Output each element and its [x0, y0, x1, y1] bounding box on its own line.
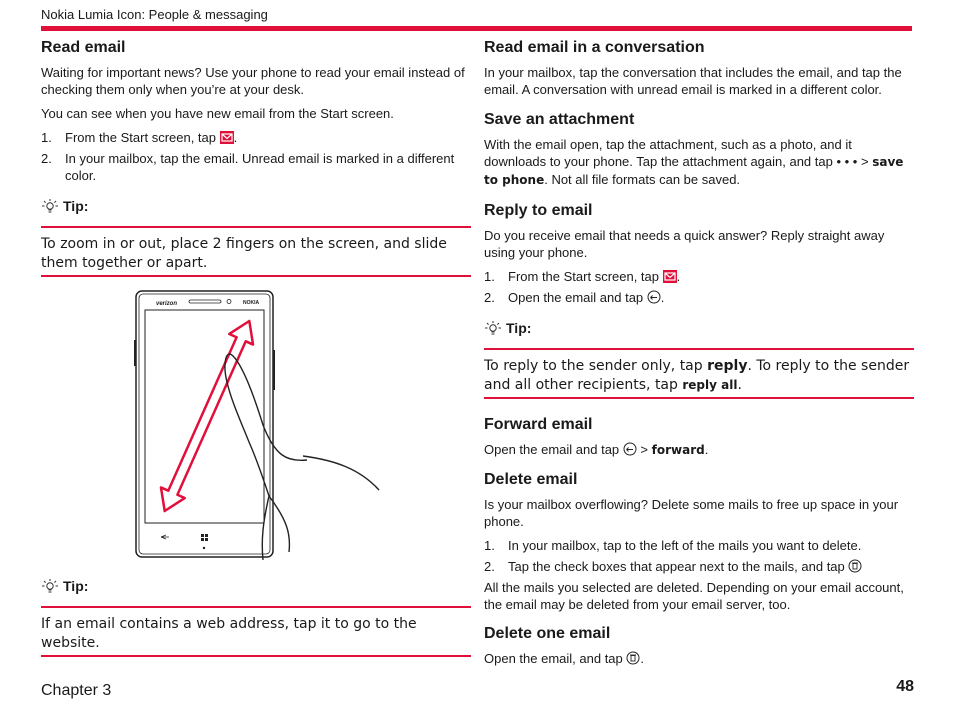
chapter-label: Chapter 3 — [41, 682, 112, 699]
more-dots-label: • • • > — [836, 154, 869, 169]
forward-heading: Forward email — [484, 416, 593, 433]
page-number: 48 — [896, 678, 914, 695]
list-item: 1. From the Start screen, tap . — [41, 130, 238, 145]
tip-reply: To reply to the sender only, tap reply. To reply to the sender and all other recipients, tap reply all. — [484, 348, 914, 399]
forward-text: Open the email and tap > forward. — [484, 442, 709, 457]
list-item: 1. From the Start screen, tap . — [484, 269, 681, 284]
mail-icon — [220, 131, 234, 144]
brand-logo: NOKIA — [243, 300, 260, 306]
phone-illustration — [41, 290, 471, 564]
delete-steps — [484, 537, 914, 575]
delete-one-heading: Delete one email — [484, 625, 611, 642]
right-column — [484, 38, 914, 667]
forward-label: forward — [651, 443, 705, 457]
read-email-heading: Read email — [41, 39, 126, 56]
lightbulb-icon — [41, 198, 59, 214]
tip-label-reply: Tip: — [484, 320, 914, 336]
delete-text: Is your mailbox overflowing? Delete some mails to free up space in your phone. — [484, 497, 899, 529]
top-rule — [41, 26, 912, 31]
delete-heading: Delete email — [484, 471, 578, 488]
list-item: 2. Tap the check boxes that appear next to the mails, and tap — [484, 558, 914, 575]
conversation-text: In your mailbox, tap the conversation that includes the email, and tap the email. A conversation with unread email is marked in a different color. — [484, 65, 902, 97]
reply-text: Do you receive email that needs a quick answer? Reply straight away using your phone. — [484, 228, 885, 260]
phone-pinch-image — [41, 290, 471, 564]
reply-all-label: reply all — [682, 378, 738, 392]
respond-icon — [623, 442, 637, 456]
save-to-phone-label: save to phone — [484, 155, 904, 187]
list-item: 1. In your mailbox, tap to the left of the mails you want to delete. — [484, 538, 862, 553]
mail-icon — [663, 270, 677, 283]
read-email-start-screen: You can see when you have new email from the Start screen. — [41, 106, 394, 121]
tip-label-web-address: Tip: — [41, 578, 471, 594]
delete-icon — [626, 651, 640, 665]
list-item: 2. Open the email and tap . — [484, 290, 665, 305]
tip-zoom: To zoom in or out, place 2 fingers on the screen, and slide them together or apart. — [41, 226, 471, 277]
read-email-steps — [41, 129, 471, 184]
lightbulb-icon — [41, 578, 59, 594]
delete-one-text: Open the email, and tap . — [484, 651, 645, 666]
running-title: Nokia Lumia Icon: People & messaging — [41, 7, 268, 22]
tip-web-address: If an email contains a web address, tap it to go to the website. — [41, 606, 471, 657]
tip-label-zoom: Tip: — [41, 198, 471, 214]
respond-icon — [647, 290, 661, 304]
carrier-logo: verizon — [156, 301, 178, 307]
lightbulb-icon — [484, 320, 502, 336]
left-column — [41, 38, 471, 657]
attachment-text: With the email open, tap the attachment, such as a photo, and it downloads to your phone. Tap the attachment again, and tap • • • > save to phone. Not all file formats can be saved. — [484, 137, 904, 187]
attachment-heading: Save an attachment — [484, 111, 635, 128]
read-email-intro: Waiting for important news? Use your phone to read your email instead of checking them only when you’re at your desk. — [41, 65, 465, 97]
conversation-heading: Read email in a conversation — [484, 39, 705, 56]
delete-result-text: All the mails you selected are deleted. Depending on your email account, the email may be deleted from your email server, too. — [484, 580, 904, 612]
list-item: 2. In your mailbox, tap the email. Unread email is marked in a different color. — [41, 151, 455, 183]
delete-icon — [848, 559, 862, 573]
reply-label: reply — [707, 358, 748, 374]
reply-steps — [484, 268, 914, 306]
reply-heading: Reply to email — [484, 202, 593, 219]
